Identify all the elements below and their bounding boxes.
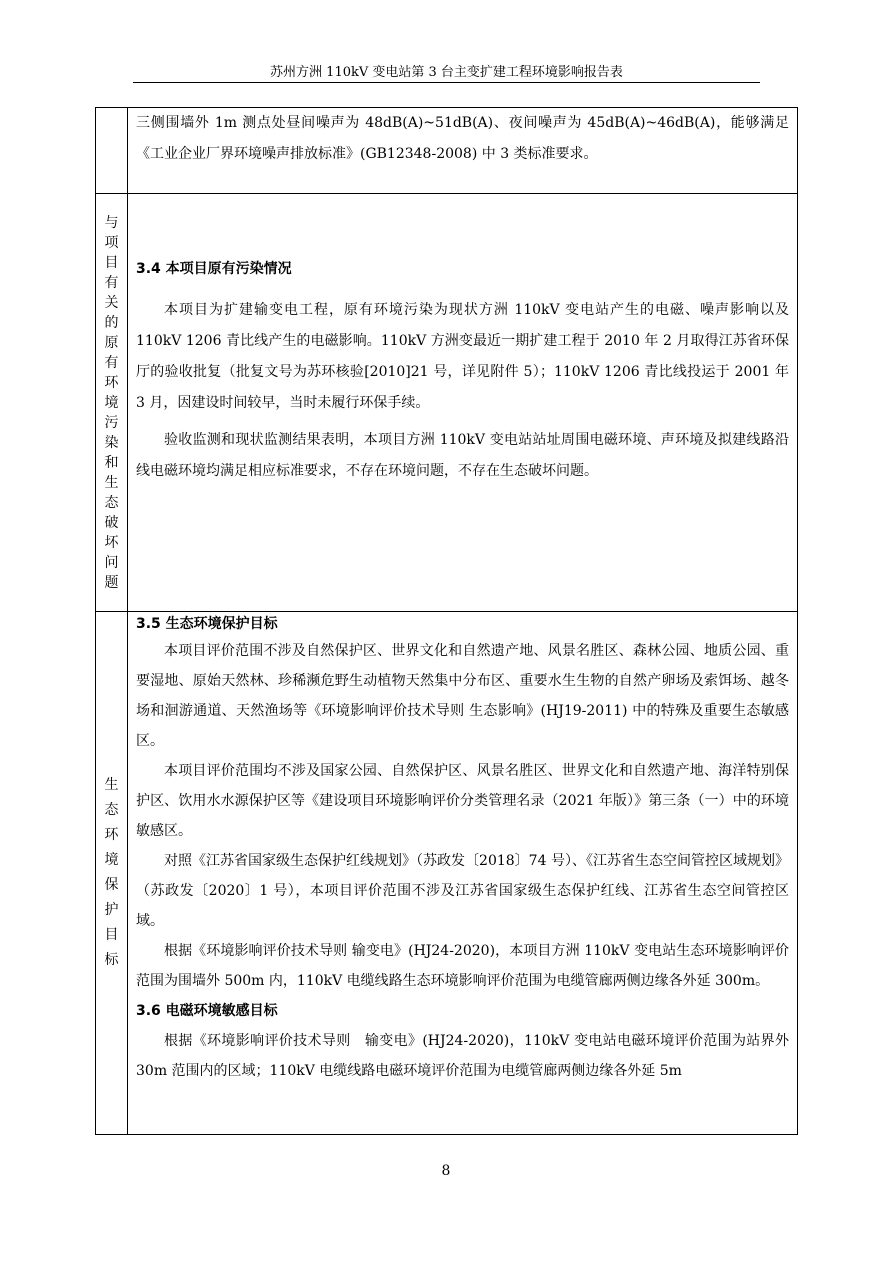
section-heading-3-4: 3.4 本项目原有污染情况 bbox=[136, 261, 292, 277]
report-table bbox=[95, 107, 798, 1135]
row-label-eco-targets bbox=[96, 612, 128, 1135]
row-content-existing-pollution bbox=[128, 194, 798, 612]
paragraph-noise: 三侧围墙外 1m 测点处昼间噪声为 48dB(A)~51dB(A)、夜间噪声为 45dB(A)~46dB(A)，能够满足《工业企业厂界环境噪声排放标准》(GB12348-2008) 中 3 类标准要求。 bbox=[136, 115, 789, 162]
row-content-eco-targets bbox=[128, 612, 798, 1135]
paragraph-eco-1: 本项目评价范围不涉及自然保护区、世界文化和自然遗产地、风景名胜区、森林公园、地质公园、重要湿地、原始天然林、珍稀濒危野生动植物天然集中分布区、重要水生生物的自然产卵场及索饵场、越冬场和洄游通道、天然渔场等《环境影响评价技术导则 生态影响》(HJ19-2011) 中的特殊及重要生态敏感区。 bbox=[136, 643, 789, 749]
label-text-eco-targets: 生态环境保护目标 bbox=[104, 777, 119, 968]
label-text-existing-pollution: 与项目有关的原有环境污染和生态破坏问题 bbox=[104, 214, 119, 591]
row-label-empty bbox=[96, 108, 128, 194]
table-row-noise-continued bbox=[96, 108, 798, 194]
row-content-noise bbox=[128, 108, 798, 194]
row-label-existing-pollution bbox=[96, 194, 128, 612]
header-rule bbox=[133, 82, 760, 83]
page-header-title: 苏州方洲 110kV 变电站第 3 台主变扩建工程环境影响报告表 bbox=[270, 65, 623, 80]
paragraph-existing-1: 本项目为扩建输变电工程，原有环境污染为现状方洲 110kV 变电站产生的电磁、噪声影响以及 110kV 1206 青比线产生的电磁影响。110kV 方洲变最近一期扩建工程于 2010 年 2 月取得江苏省环保厅的验收批复（批复文号为苏环核验[2010]21 号，详见附件 5）；110kV 1206 青比线投运于 2001 年 3 月，因建设时间较早，当时未履行环保手续。 bbox=[136, 302, 789, 411]
section-heading-3-5: 3.5 生态环境保护目标 bbox=[136, 616, 278, 632]
page-number: 8 bbox=[441, 1163, 451, 1179]
paragraph-existing-2: 验收监测和现状监测结果表明，本项目方洲 110kV 变电站站址周围电磁环境、声环境及拟建线路沿线电磁环境均满足相应标准要求，不存在环境问题，不存在生态破坏问题。 bbox=[136, 432, 789, 479]
table-row-existing-pollution bbox=[96, 194, 798, 612]
paragraph-eco-4: 根据《环境影响评价技术导则 输变电》(HJ24-2020)，本项目方洲 110kV 变电站生态环境影响评价范围为围墙外 500m 内，110kV 电缆线路生态环境影响评价范围为电缆管廊两侧边缘各外延 300m。 bbox=[136, 943, 789, 989]
paragraph-eco-3: 对照《江苏省国家级生态保护红线规划》（苏政发〔2018〕74 号）、《江苏省生态空间管控区域规划》（苏政发〔2020〕1 号），本项目评价范围不涉及江苏省国家级生态保护红线、江苏省生态空间管控区域。 bbox=[136, 853, 789, 929]
paragraph-em-1: 根据《环境影响评价技术导则 输变电》(HJ24-2020)，110kV 变电站电磁环境评价范围为站界外 30m 范围内的区域；110kV 电缆线路电磁环境评价范围为电缆管廊两侧边缘各外延 5m bbox=[136, 1033, 789, 1079]
paragraph-eco-2: 本项目评价范围均不涉及国家公园、自然保护区、风景名胜区、世界文化和自然遗产地、海洋特别保护区、饮用水水源保护区等《建设项目环境影响评价分类管理名录（2021 年版）》第三条（一）中的环境敏感区。 bbox=[136, 763, 789, 839]
section-heading-3-6: 3.6 电磁环境敏感目标 bbox=[136, 1003, 278, 1019]
table-row-eco-targets bbox=[96, 612, 798, 1135]
